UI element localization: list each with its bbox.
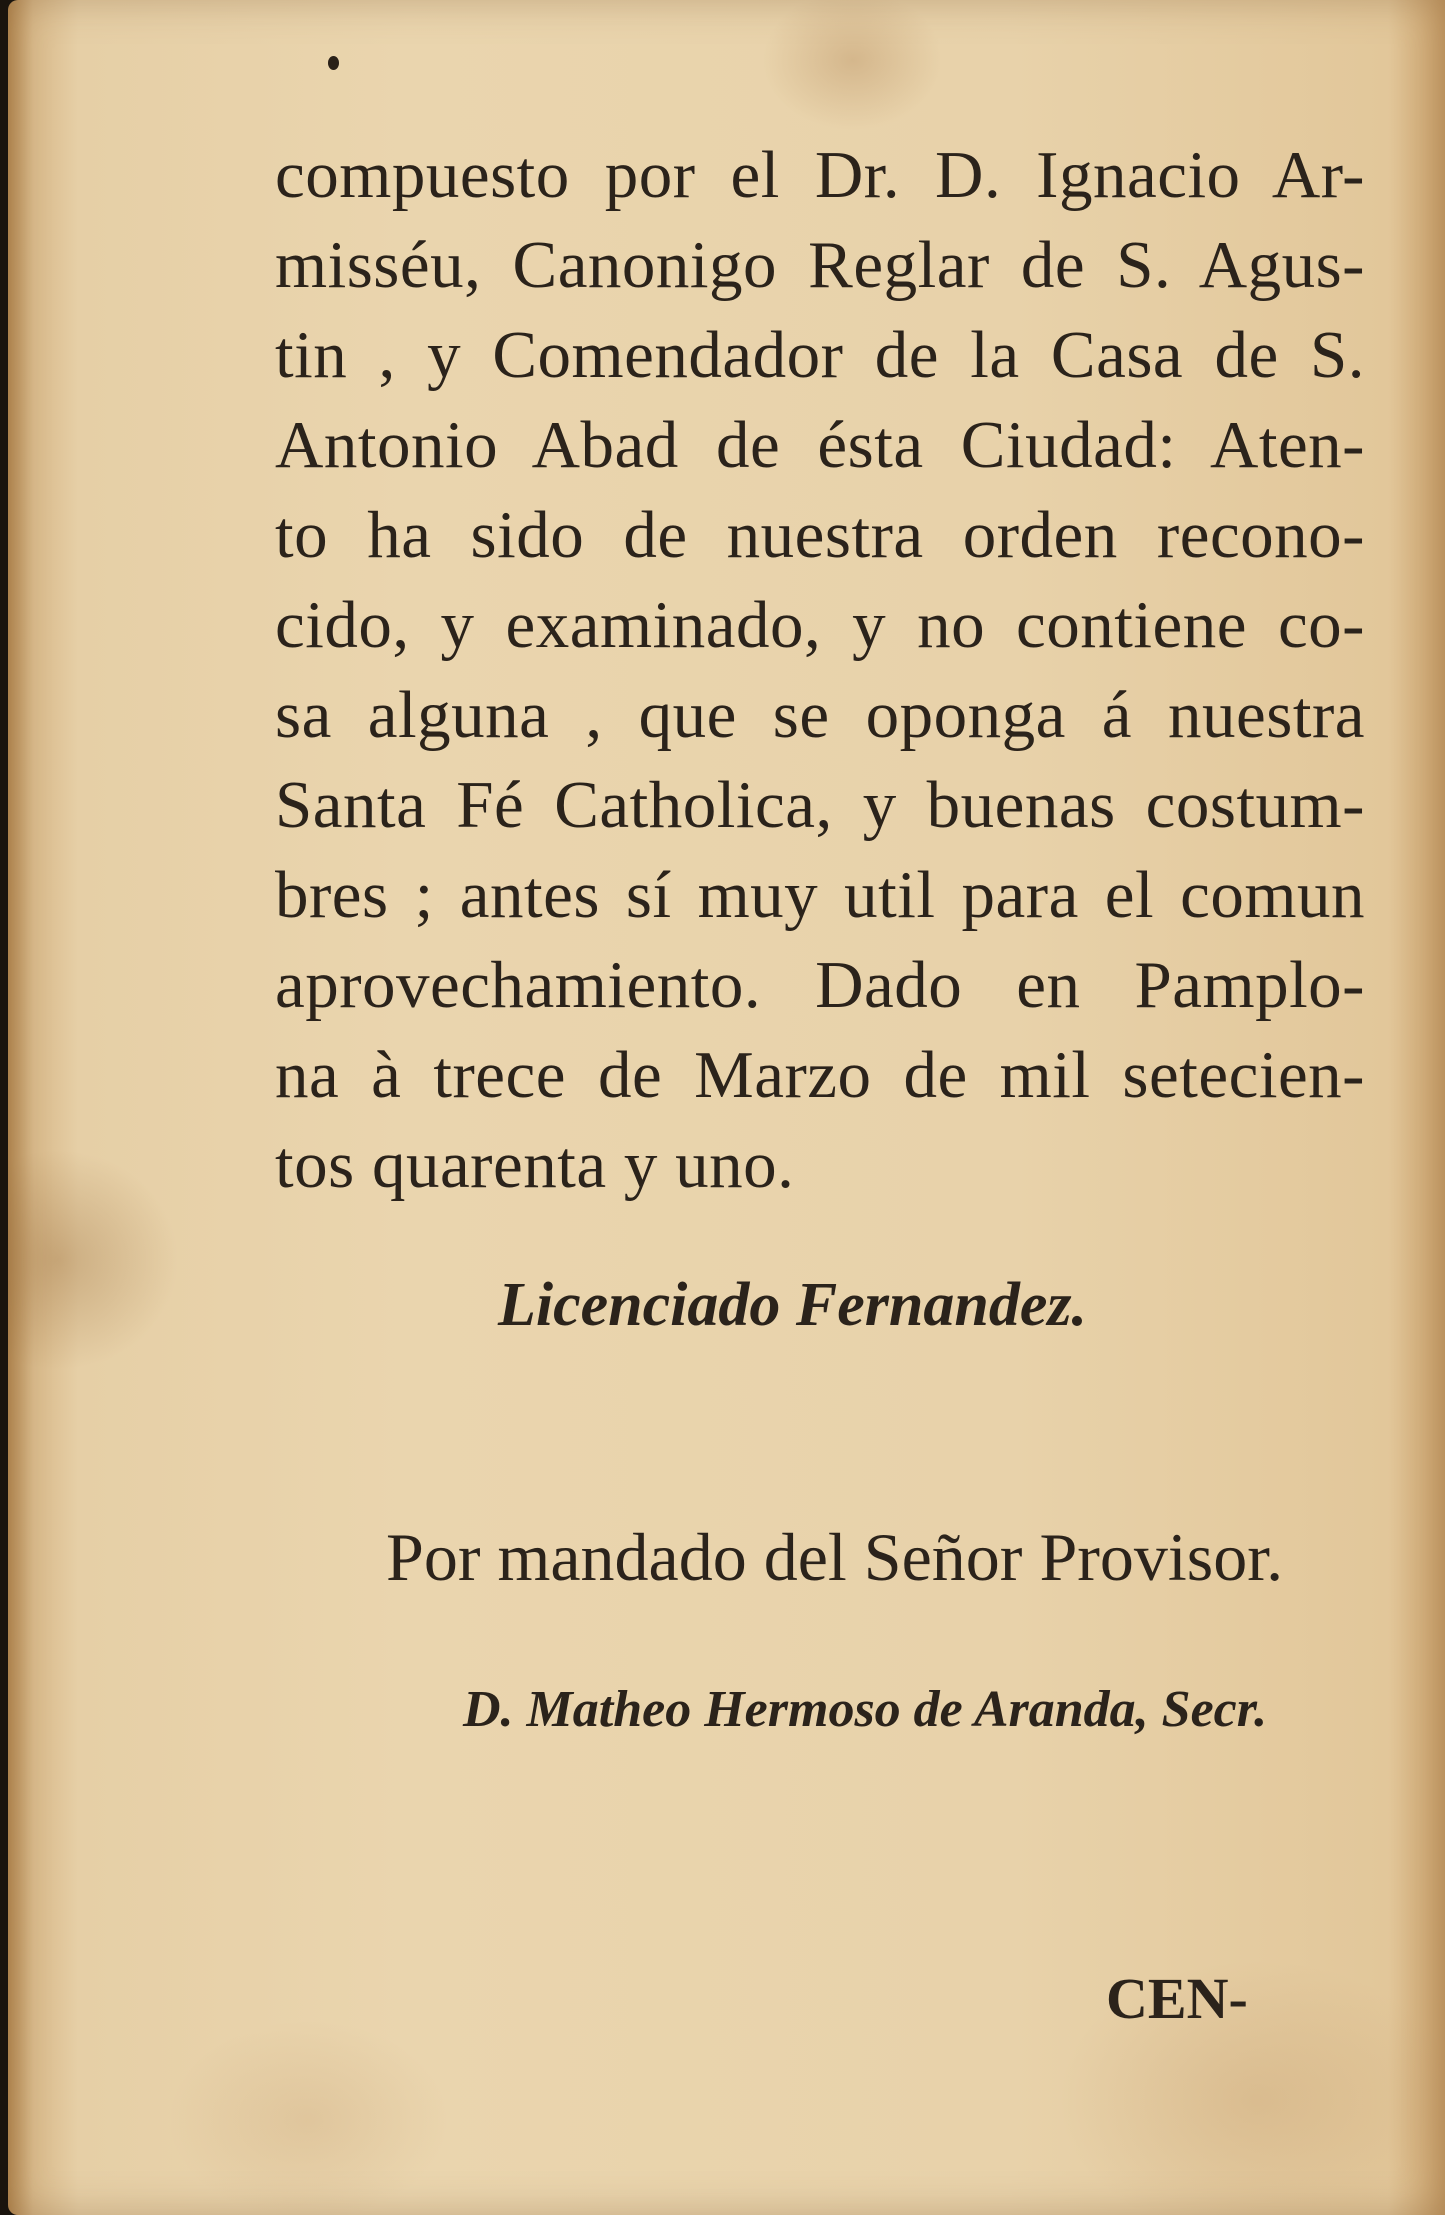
approval-paragraph xyxy=(275,130,1365,1210)
provisor-order-line: Por mandado del Señor Provisor. xyxy=(386,1519,1284,1595)
ink-dot xyxy=(328,56,339,70)
licenciado-signature: Licenciado Fernandez. xyxy=(498,1271,1087,1339)
text-line: misséu, Canonigo Reglar de S. Agus- xyxy=(275,228,1365,302)
text-line: aprovechamiento. Dado en Pamplo- xyxy=(275,948,1365,1022)
text-line: Antonio Abad de ésta Ciudad: Aten- xyxy=(275,408,1365,482)
text-line: na à trece de Marzo de mil setecien- xyxy=(275,1038,1365,1112)
catchword: CEN- xyxy=(1106,1966,1248,2031)
book-page xyxy=(8,0,1445,2215)
text-line: compuesto por el Dr. D. Ignacio Ar- xyxy=(275,138,1365,212)
text-line: bres ; antes sí muy util para el comun xyxy=(275,858,1365,932)
text-line: to ha sido de nuestra orden recono- xyxy=(275,498,1365,572)
text-line: cido, y examinado, y no contiene co- xyxy=(275,588,1365,662)
text-line: tos quarenta y uno. xyxy=(275,1128,795,1202)
secretary-signature: D. Matheo Hermoso de Aranda, Secr. xyxy=(463,1681,1268,1738)
text-line: Santa Fé Catholica, y buenas costum- xyxy=(275,768,1365,842)
text-line: sa alguna , que se oponga á nuestra xyxy=(275,678,1365,752)
text-line: tin , y Comendador de la Casa de S. xyxy=(275,318,1365,392)
